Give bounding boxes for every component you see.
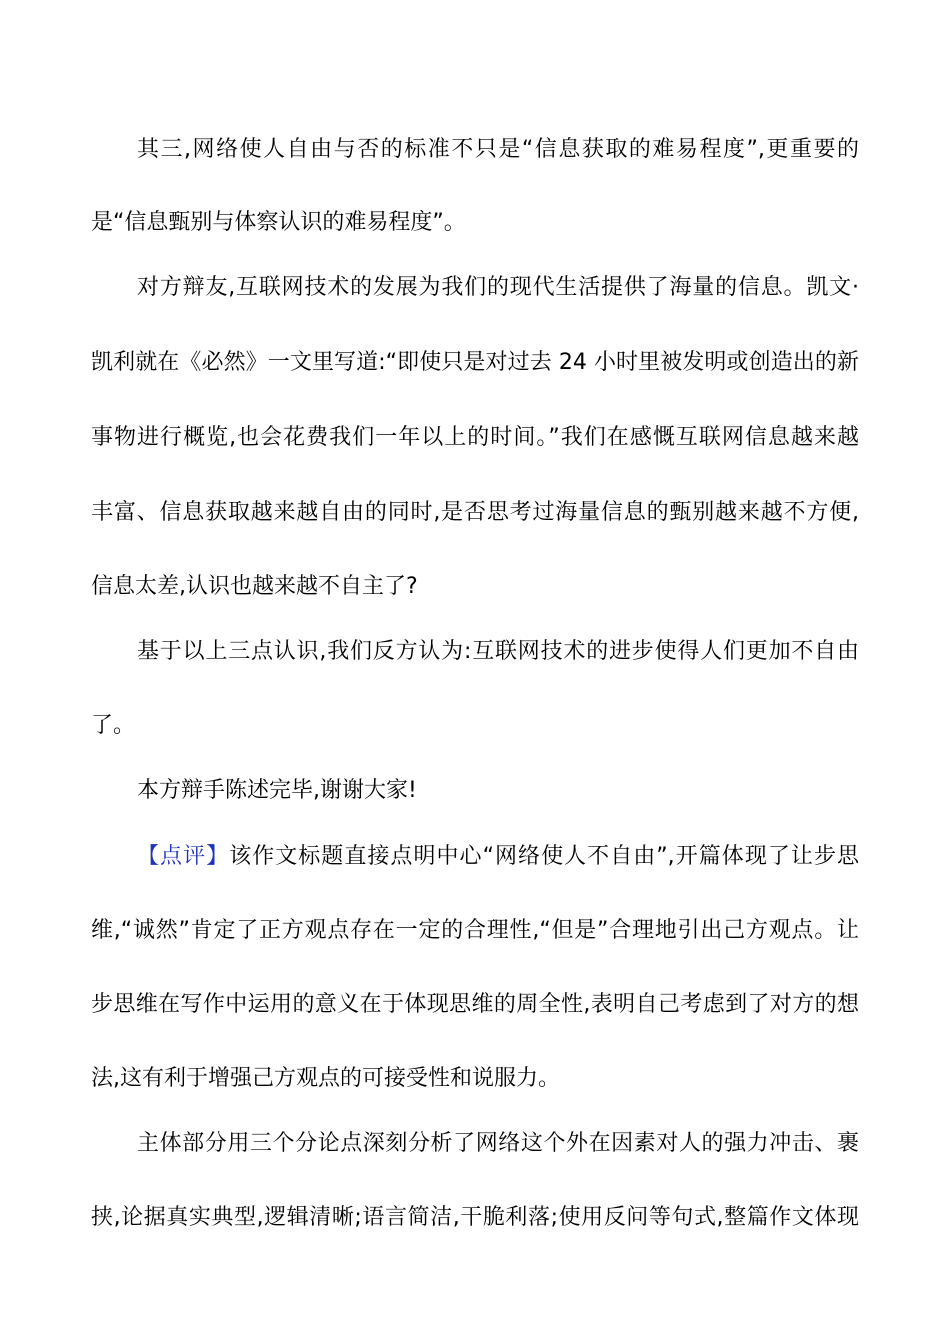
comment-tag: 【点评】 [137,844,230,869]
text-line: 丰富、信息获取越来越自由的同时,是否思考过海量信息的甄别越来越不方便, [91,500,859,525]
text-line: 事物进行概览,也会花费我们一年以上的时间。”我们在感慨互联网信息越来越 [91,425,859,450]
text-line: 挟,论据真实典型,逻辑清晰;语言简洁,干脆利落;使用反问等句式,整篇作文体现 [91,1205,859,1230]
text-line: 基于以上三点认识,我们反方认为:互联网技术的进步使得人们更加不自由 [137,639,859,664]
text-line: 法,这有利于增强己方观点的可接受性和说服力。 [91,1066,560,1091]
text-line: 信息太差,认识也越来越不自主了? [91,574,418,599]
text-line: 凯利就在《必然》一文里写道:“即使只是对过去 24 小时里被发明或创造出的新 [91,350,859,375]
text-line: 本方辩手陈述完毕,谢谢大家! [137,778,417,803]
text-line: 其三,网络使人自由与否的标准不只是“信息获取的难易程度”,更重要的 [137,137,859,162]
text-line: 对方辩友,互联网技术的发展为我们的现代生活提供了海量的信息。凯文· [137,275,859,300]
comment-line [137,837,859,877]
text-line: 维,“诚然”肯定了正方观点存在一定的合理性,“但是”合理地引出己方观点。让 [91,918,859,943]
text-line: 主体部分用三个分论点深刻分析了网络这个外在因素对人的强力冲击、裹 [137,1131,859,1156]
comment-text: 该作文标题直接点明中心“网络使人不自由”,开篇体现了让步思 [229,844,859,869]
text-line: 是“信息甄别与体察认识的难易程度”。 [91,210,466,235]
text-line: 步思维在写作中运用的意义在于体现思维的周全性,表明自己考虑到了对方的想 [91,992,859,1017]
text-line: 了。 [91,713,136,738]
